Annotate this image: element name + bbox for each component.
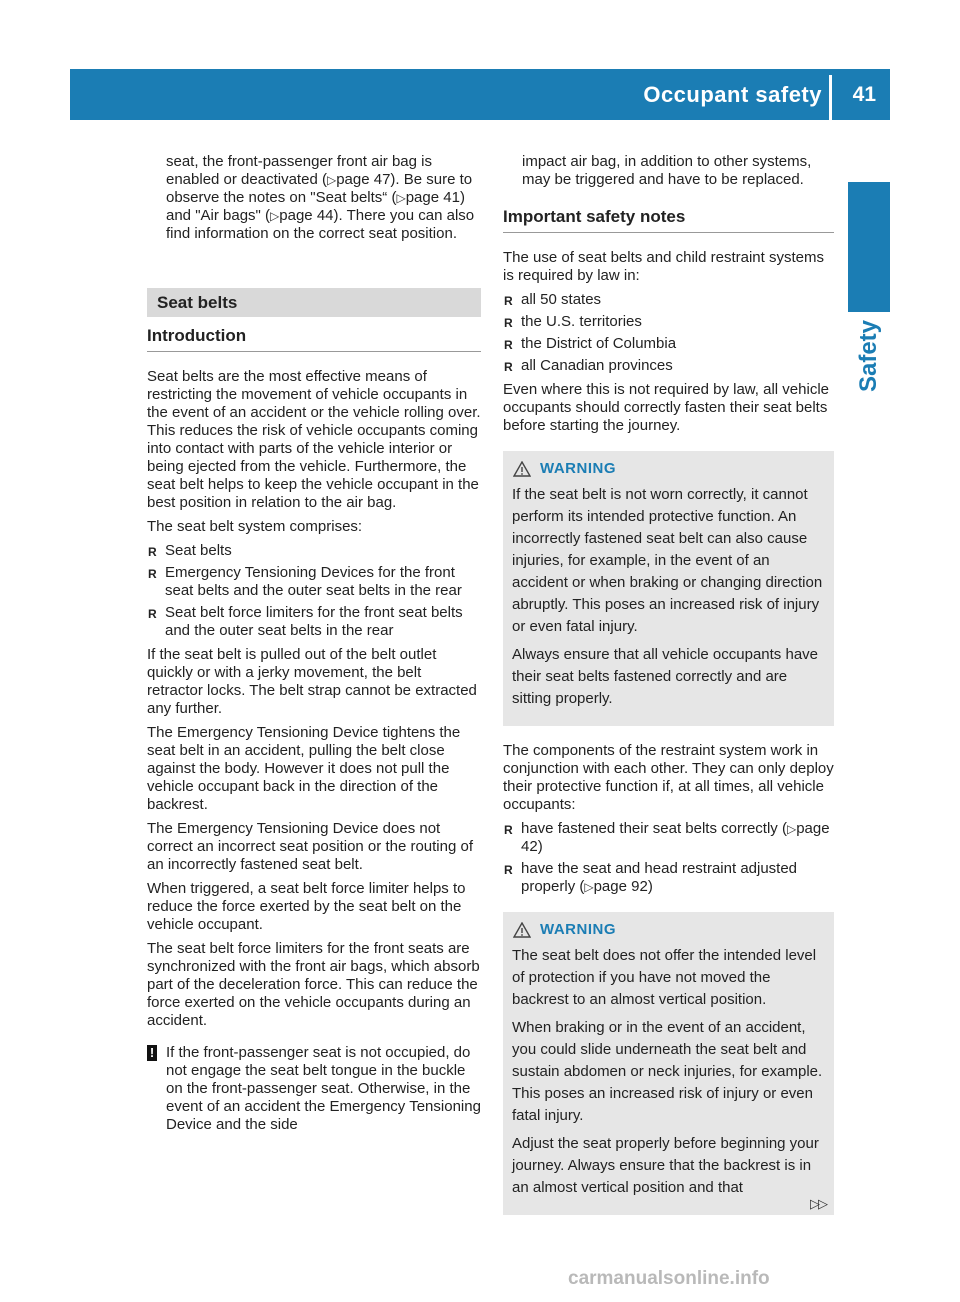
continued-paragraph: impact air bag, in addition to other systems, may be triggered and have to be replaced. [522, 153, 812, 188]
warning-title: WARNING [540, 460, 616, 477]
left-column [147, 153, 481, 1134]
note-text: If the front-passenger seat is not occupied, do not engage the seat belt tongue in the buckle on the front-passenger seat. Otherwise, in the event of an accident the Emergency Tensioning Device and the side [166, 1044, 481, 1133]
page-link[interactable]: page 41 [405, 189, 460, 206]
header-bar [70, 69, 890, 120]
cross-reference-icon: ▷ [786, 822, 797, 836]
page-link[interactable]: page 44 [279, 207, 334, 224]
body-paragraph: The seat belt system comprises: [147, 518, 363, 535]
page-number: 41 [852, 83, 876, 106]
list-item: R have fastened their seat belts correctly (▷page 42) [503, 820, 834, 856]
list-item: R Seat belts [147, 542, 481, 560]
body-paragraph: The seat belt force limiters for the front seats are synchronized with the front air bags, which absorb part of the deceleration force. This can reduce the force exerted on the vehicle occupants during an accident. [147, 940, 480, 1029]
warning-triangle-icon [513, 922, 531, 938]
intro-paragraph: seat, the front-passenger front air bag is enabled or deactivated (▷page 47). Be sure to observe the notes on "Seat belts“ (▷page 41) and "Air bags" (▷page 44). There you can also find information on the correct seat position. [166, 153, 475, 242]
section-tab-label-box [848, 318, 890, 393]
list-item: R have the seat and head restraint adjusted properly (▷page 92) [503, 860, 834, 896]
warning-text: Adjust the seat properly before beginning your journey. Always ensure that the backrest is in an almost vertical position and that [512, 1135, 819, 1196]
cross-reference-icon: ▷ [396, 191, 406, 205]
body-paragraph: When triggered, a seat belt force limiter helps to reduce the force exerted by the seat belt on the vehicle occupant. [147, 880, 466, 933]
system-list [147, 542, 481, 640]
watermark: carmanualsonline.info [568, 1268, 770, 1289]
warning-text: The seat belt does not offer the intended level of protection if you have not moved the backrest to an almost vertical position. [512, 947, 817, 1008]
header-title: Occupant safety [643, 82, 822, 107]
cross-reference-icon: ▷ [584, 880, 594, 894]
warning-box [503, 912, 834, 1215]
body-paragraph: Seat belts are the most effective means of restricting the movement of vehicle occupants in the event of an accident or the vehicle rolling over. This reduces the risk of vehicle occupants coming into contact with parts of the vehicle interior or being ejected from the vehicle. Furthermore, the seat belt helps to keep the vehicle occupant in the best position in relation to the air bag. [147, 368, 481, 511]
body-paragraph: If the seat belt is pulled out of the belt outlet quickly or with a jerky movement, the belt retractor locks. The belt strap cannot be extracted any further. [147, 646, 477, 717]
warning-text: If the seat belt is not worn correctly, it cannot perform its intended protective function. An incorrectly fastened seat belt can also cause injuries, for example, in the event of an accident or when braking or changing direction abruptly. This poses an increased risk of injury or even fatal injury. [512, 486, 823, 635]
subheading-introduction: Introduction [147, 327, 481, 352]
warning-header [512, 919, 825, 941]
list-item: R Emergency Tensioning Devices for the front seat belts and the outer seat belts in the rear [147, 564, 481, 600]
list-item: R Seat belt force limiters for the front seat belts and the outer seat belts in the rear [147, 604, 481, 640]
note-block [147, 1044, 481, 1134]
section-tab-label: Safety [855, 319, 883, 392]
body-paragraph: The Emergency Tensioning Device does not correct an incorrect seat position or the routing of an incorrectly fastened seat belt. [147, 820, 474, 873]
section-title: Seat belts [147, 288, 481, 317]
body-paragraph: Even where this is not required by law, all vehicle occupants should correctly fasten their seat belts before starting the journey. [503, 381, 830, 434]
warning-triangle-icon [513, 461, 531, 477]
body-paragraph: The use of seat belts and child restraint systems is required by law in: [503, 249, 824, 284]
body-paragraph: The components of the restraint system work in conjunction with each other. They can only deploy their protective function if, at all times, all vehicle occupants: [503, 742, 834, 813]
body-paragraph: The Emergency Tensioning Device tightens the seat belt in an accident, pulling the belt close against the body. However it does not pull the vehicle occupant back in the direction of the backrest. [147, 724, 461, 813]
law-list [503, 291, 834, 375]
list-item: R the District of Columbia [503, 335, 834, 353]
warning-text: Always ensure that all vehicle occupants have their seat belts fastened correctly and are sitting properly. [512, 646, 819, 707]
page-link[interactable]: page 42 [521, 820, 830, 855]
page-link[interactable]: page 47 [336, 171, 391, 188]
warning-header [512, 458, 825, 480]
exclamation-icon: ! [147, 1045, 157, 1061]
continue-marker: ▷▷ [810, 1196, 826, 1211]
warning-text: When braking or in the event of an accident, you could slide underneath the seat belt and sustain abdomen or neck injuries, for example. This poses an increased risk of injury or even fatal injury. [512, 1019, 823, 1124]
cross-reference-icon: ▷ [326, 173, 337, 187]
warning-title: WARNING [540, 921, 616, 938]
section-tab [848, 182, 890, 312]
header-divider [829, 75, 832, 120]
cross-reference-icon: ▷ [270, 209, 280, 223]
warning-box [503, 451, 834, 726]
list-item: R the U.S. territories [503, 313, 834, 331]
right-column [503, 153, 834, 1231]
subheading-important-safety-notes: Important safety notes [503, 208, 834, 233]
list-item: R all 50 states [503, 291, 834, 309]
list-item: R all Canadian provinces [503, 357, 834, 375]
page-link[interactable]: page 92 [593, 878, 648, 895]
components-list [503, 820, 834, 896]
